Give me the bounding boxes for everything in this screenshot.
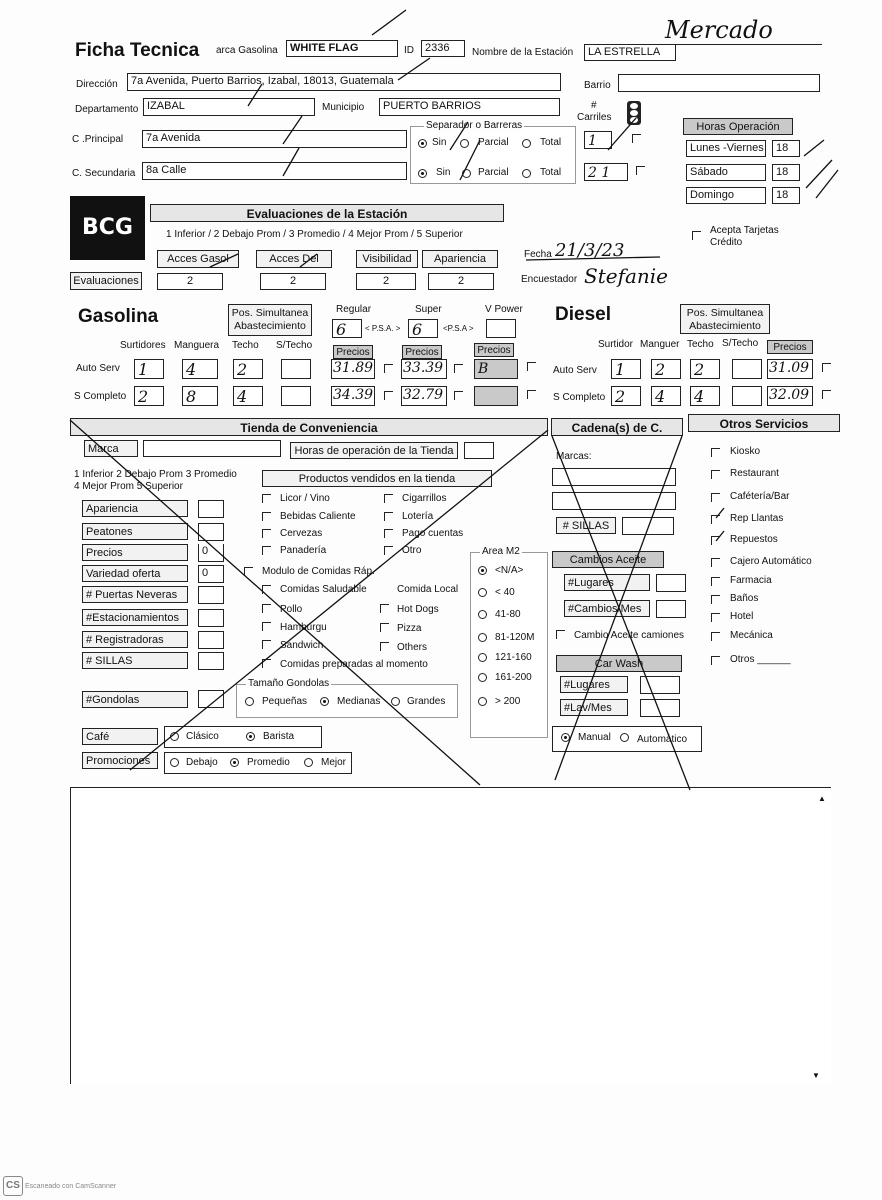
tienda-puertas-field[interactable] [198,586,224,604]
gas-col-techo: Techo [232,340,259,351]
carwash-lugares-field[interactable] [640,676,680,694]
traffic-light-icon [627,101,641,125]
marca-label: arca Gasolina [216,45,278,56]
dsl-scompleto-techo[interactable] [690,386,720,406]
mejor-label: Mejor [321,757,347,768]
saludable-checkbox[interactable] [262,585,271,594]
encuestador-value[interactable]: Stefanie [584,264,669,288]
comida-local-label: Comida Local [397,584,459,595]
estacion-label: Nombre de la Estación [472,47,574,58]
dsl-scompleto-techo-value: 4 [694,387,705,406]
gas-autoserv-super-precio[interactable] [401,359,447,379]
otros-checkbox-1[interactable] [711,470,720,479]
cambios-lugares-field[interactable] [656,574,686,592]
debajo-radio[interactable] [170,758,179,767]
clasico-radio[interactable] [170,732,179,741]
vpower-psa-field[interactable] [486,319,516,338]
area-161-200-label: 161-200 [495,672,532,683]
preparadas-checkbox[interactable] [262,659,271,668]
otros-label-6: Farmacia [730,575,772,586]
productos-header: Productos vendidos en la tienda [262,470,492,487]
psa-label-2: <P.S.A > [443,324,474,333]
cadena-sillas-label: # SILLAS [556,517,616,534]
dsl-autoserv-surtidor[interactable] [611,359,641,379]
cambios-mes-field[interactable] [656,600,686,618]
carwash-lav-field[interactable] [640,699,680,717]
dsl-col-techo: Techo [687,339,714,350]
automatico-label: Automático [637,734,688,745]
dsl-scompleto-precio[interactable] [767,386,813,406]
dsl-col-stecho: S/Techo [722,338,759,349]
carriles-label: Carriles [577,112,612,123]
area-200-label: > 200 [495,696,521,707]
cadena-sillas-field[interactable] [622,517,674,535]
tienda-registradoras-field[interactable] [198,631,224,649]
gas-autoserv-regular-checkbox[interactable] [384,364,393,373]
super-psa-value: 6 [412,320,423,338]
camscanner-text: Escaneado con CamScanner [25,1183,117,1190]
dsl-col-manguer: Manguer [640,339,680,350]
licor-label: Licor / Vino [280,493,330,504]
c-secundaria-field[interactable]: 8a Calle [142,162,407,180]
others-checkbox[interactable] [380,642,389,651]
barista-radio[interactable] [246,732,255,741]
vpower-label: V Power [485,304,523,315]
tienda-gondolas-label: #Gondolas [82,691,188,708]
acces-del-field[interactable]: 2 [260,273,326,290]
sandwich-checkbox[interactable] [262,640,271,649]
apariencia-label: Apariencia [422,250,498,268]
modulo-checkbox[interactable] [244,567,253,576]
preparadas-label: Comidas preparadas al momento [280,659,428,670]
area-200-radio[interactable] [478,697,487,706]
tienda-variedad-field[interactable]: 0 [198,565,224,583]
otros-label-9: Mecánica [730,630,773,641]
area-label: Area M2 [482,546,520,557]
otros-checkbox-7[interactable] [711,595,720,604]
municipio-field[interactable]: PUERTO BARRIOS [379,98,560,116]
gas-scompleto-label: S Completo [74,391,127,402]
dsl-col-surtidor: Surtidor [598,339,634,350]
tienda-title: Tienda de Conveniencia [70,418,548,436]
gas-autoserv-regular-value: 31.89 [333,360,374,376]
c-principal-label: C .Principal [72,134,124,145]
loteria-label: Lotería [402,511,434,522]
cambios-aceite-header: Cambios Aceite [552,551,664,568]
scroll-up-icon[interactable]: ▲ [818,794,826,803]
sep2-total-radio[interactable] [522,169,531,178]
vpower-precios-header: Precios [474,343,514,357]
dsl-scompleto-surtidor[interactable] [611,386,641,406]
area-121-160-radio[interactable] [478,653,487,662]
gas-autoserv-surtidores-value: 1 [138,360,149,379]
sep1-total-radio[interactable] [522,139,531,148]
tarjetas-checkbox[interactable] [692,231,701,240]
gas-scompleto-surtidores[interactable] [134,386,164,406]
diesel-title: Diesel [555,304,611,325]
otros-label-1: Restaurant [730,468,779,479]
carwash-header: Car Wash [556,655,682,672]
gas-scompleto-surtidores-value: 2 [138,387,149,406]
otros-checkbox-4[interactable] [711,536,720,545]
gas-scompleto-super-checkbox[interactable] [454,391,463,400]
gas-autoserv-super-checkbox[interactable] [454,364,463,373]
grandes-label: Grandes [407,696,446,707]
regular-psa-value: 6 [336,320,347,338]
diesel-precios-header: Precios [767,340,813,354]
dsl-autoserv-stecho[interactable] [732,359,762,379]
others-label: Others [397,642,428,653]
sandwich-label: Sandwich [280,640,324,651]
acces-del-label: Acces Del [256,250,332,268]
gas-autoserv-manguera[interactable] [182,359,218,379]
tienda-sillas-field[interactable] [198,652,224,670]
promedio-label: Promedio [247,757,290,768]
regular-psa-field[interactable] [332,319,362,338]
dsl-scompleto-checkbox[interactable] [822,390,831,399]
otro-checkbox[interactable] [384,546,393,555]
municipio-label: Municipio [322,102,365,113]
mejor-radio[interactable] [304,758,313,767]
otros-checkbox-9[interactable] [711,632,720,641]
form-title: Ficha Tecnica [75,40,200,61]
regular-precios-header: Precios [333,345,373,359]
tienda-marca-label: Marca [84,440,138,457]
tienda-peatones-label: Peatones [82,523,188,540]
tienda-horas-field[interactable] [464,442,494,459]
cafe-label: Café [82,728,158,745]
otros-checkbox-0[interactable] [711,448,720,457]
hamburguesa-checkbox[interactable] [262,622,271,631]
camiones-checkbox[interactable] [556,630,565,639]
c-principal-field[interactable]: 7a Avenida [142,130,407,148]
hotdogs-checkbox[interactable] [380,604,389,613]
sep2-parcial-radio[interactable] [462,169,471,178]
cambios-mes-label: #Cambios/Mes [564,600,650,617]
notes-area[interactable] [70,787,831,1084]
evaluaciones-scale: 1 Inferior / 2 Debajo Prom / 3 Promedio / 4 Mejor Prom / 5 Superior [166,229,463,240]
pago-cuentas-label: Pago cuentas [402,528,464,539]
psa-label-1: < P.S.A. > [365,324,401,333]
area-121-160-label: 121-160 [495,652,532,663]
manual-label: Manual [578,732,611,743]
sabado-field[interactable]: 18 [772,164,800,181]
promedio-radio[interactable] [230,758,239,767]
gas-scompleto-regular-value: 34.39 [333,387,374,403]
dsl-autoserv-precio[interactable] [767,359,813,379]
gas-autoserv-vpower-checkbox[interactable] [527,362,536,371]
tienda-variedad-label: Variedad oferta [82,565,188,582]
otros-checkbox-3[interactable] [711,515,720,524]
sep1-total-label: Total [540,137,562,148]
otros-checkbox-5[interactable] [711,558,720,567]
gas-autoserv-stecho[interactable] [281,359,311,379]
tienda-precios-label: Precios [82,544,188,561]
otros-label-3: Rep Llantas [730,513,784,524]
lunes-viernes-field[interactable]: 18 [772,140,800,157]
acces-gasol-label: Acces Gasol [157,250,239,268]
direccion-label: Dirección [76,79,118,90]
handwritten-mercado: Mercado [665,16,773,44]
grandes-radio[interactable] [391,697,400,706]
carriles-1-value: 1 [588,133,597,149]
pequenas-label: Pequeñas [262,696,308,707]
hotdogs-label: Hot Dogs [397,604,439,615]
bebidas-label: Bebidas Caliente [280,511,356,522]
gas-autoserv-techo[interactable] [233,359,263,379]
otros-checkbox-8[interactable] [711,613,720,622]
super-label: Super [415,304,442,315]
domingo-field[interactable]: 18 [772,187,800,204]
regular-label: Regular [336,304,372,315]
tienda-sillas-label: # SILLAS [82,652,188,669]
sep1-parcial-radio[interactable] [460,139,469,148]
camiones-label: Cambio Aceite camiones [574,630,685,641]
tarjetas-label: Acepta Tarjetas Crédito [710,225,779,248]
promociones-label: Promociones [82,752,158,769]
dsl-autoserv-precio-value: 31.09 [769,360,810,376]
sep2-total-label: Total [540,167,562,178]
cadena-marca-1[interactable] [552,468,676,486]
area-na-radio[interactable] [478,566,487,575]
tienda-horas-label: Horas de operación de la Tienda [290,442,458,459]
dsl-autoserv-techo[interactable] [690,359,720,379]
cervezas-checkbox[interactable] [262,529,271,538]
barista-label: Barista [263,731,295,742]
area-81-120-radio[interactable] [478,633,487,642]
gasolina-title: Gasolina [78,306,159,327]
bebidas-checkbox[interactable] [262,512,271,521]
gas-scompleto-manguera-value: 8 [186,387,197,406]
hamburguesa-label: Hamburgu [280,622,327,633]
gas-autoserv-label: Auto Serv [76,363,120,374]
gas-col-surtidores: Surtidores [120,340,166,351]
saludable-label: Comidas Saludable [280,584,367,595]
pizza-checkbox[interactable] [380,623,389,632]
cigarrillos-label: Cigarrillos [402,493,447,504]
scroll-down-icon[interactable]: ▼ [812,1071,820,1080]
sep2-sin-label: Sin [436,167,451,178]
manual-radio[interactable] [561,733,570,742]
tienda-marca-field[interactable] [143,440,281,457]
dsl-autoserv-techo-value: 2 [694,360,705,379]
pollo-checkbox[interactable] [262,604,271,613]
direccion-field[interactable]: 7a Avenida, Puerto Barrios, Izabal, 18013, Guatemala [127,73,561,91]
dsl-scompleto-manguer[interactable] [651,386,681,406]
dsl-autoserv-manguer[interactable] [651,359,681,379]
carriles-2-field[interactable] [584,163,628,181]
carwash-lugares-label: #Lugares [560,676,628,693]
encuestador-label: Encuestador [521,274,578,285]
evaluaciones-label: Evaluaciones [70,272,142,290]
dsl-autoserv-manguer-value: 2 [655,360,666,379]
otros-label-8: Hotel [730,611,754,622]
gas-scompleto-vpower-precio[interactable] [474,386,518,406]
gas-scompleto-regular-checkbox[interactable] [384,391,393,400]
gas-autoserv-surtidores[interactable] [134,359,164,379]
medianas-label: Medianas [337,696,381,707]
tienda-registradoras-label: # Registradoras [82,631,188,648]
otros-title: Otros Servicios [688,414,840,432]
otro-label: Otro [402,545,422,556]
modulo-label: Modulo de Comidas Ráp. [262,566,375,577]
gas-scompleto-techo-value: 4 [237,387,248,406]
carwash-lav-label: #Lav/Mes [560,699,628,716]
dsl-autoserv-checkbox[interactable] [822,363,831,372]
lunes-viernes-label: Lunes -Viernes [686,140,766,157]
area-161-200-radio[interactable] [478,673,487,682]
visibilidad-field[interactable]: 2 [356,273,416,290]
otros-label-5: Cajero Automático [730,556,812,567]
otros-checkbox-2[interactable] [711,493,720,502]
gas-autoserv-vpower-precio[interactable] [474,359,518,379]
gas-autoserv-vpower-value: B [478,361,489,377]
carriles-1-field[interactable] [584,131,612,149]
otros-label-4: Repuestos [730,534,778,545]
gas-autoserv-regular-precio[interactable] [331,359,375,379]
sep2-parcial-label: Parcial [478,167,509,178]
sabado-label: Sábado [686,164,766,181]
dsl-autoserv-label: Auto Serv [553,365,597,376]
debajo-label: Debajo [186,757,218,768]
dsl-scompleto-precio-value: 32.09 [769,387,810,403]
dsl-scompleto-stecho[interactable] [732,386,762,406]
gas-scompleto-super-precio[interactable] [401,386,447,406]
sep2-sin-radio[interactable] [418,169,427,178]
dsl-scompleto-manguer-value: 4 [655,387,666,406]
c-secundaria-label: C. Secundaria [72,168,136,179]
gas-scompleto-manguera[interactable] [182,386,218,406]
carriles-2-checkbox[interactable] [636,166,645,175]
gas-scompleto-vpower-checkbox[interactable] [527,390,536,399]
carriles-1-checkbox[interactable] [632,134,641,143]
cadena-marca-2[interactable] [552,492,676,510]
gas-autoserv-manguera-value: 4 [186,360,197,379]
fecha-label: Fecha [524,249,552,260]
tienda-scale-2: 4 Mejor Prom 5 Superior [74,481,183,492]
gasolina-pos-label: Pos. Simultanea Abastecimiento [228,304,312,336]
departamento-label: Departamento [75,104,139,115]
visibilidad-label: Visibilidad [356,250,418,268]
barrio-field[interactable] [618,74,820,92]
automatico-radio[interactable] [620,733,629,742]
licor-checkbox[interactable] [262,494,271,503]
dsl-scompleto-surtidor-value: 2 [615,387,626,406]
loteria-checkbox[interactable] [384,512,393,521]
super-psa-field[interactable] [408,319,438,338]
horas-operacion-header: Horas Operación [683,118,793,135]
diesel-pos-label: Pos. Simultanea Abastecimiento [680,304,770,334]
tienda-peatones-field[interactable] [198,523,224,541]
area-group [470,552,548,738]
cadena-marcas-label: Marcas: [556,451,592,462]
area-81-120-label: 81-120M [495,632,535,643]
panaderia-label: Panadería [280,545,327,556]
gas-scompleto-regular-precio[interactable] [331,386,375,406]
otros-label-0: Kiosko [730,446,761,457]
panaderia-checkbox[interactable] [262,546,271,555]
pequenas-radio[interactable] [245,697,254,706]
bcg-logo: BCG [70,196,145,260]
tienda-scale-1: 1 Inferior 2 Debajo Prom 3 Promedio [74,469,237,480]
cambios-lugares-label: #Lugares [564,574,650,591]
barrio-label: Barrio [584,80,611,91]
gas-col-manguera: Manguera [174,340,220,351]
area-na-label: <N/A> [495,565,524,576]
area-41-80-radio[interactable] [478,610,487,619]
gas-scompleto-super-value: 32.79 [403,387,444,403]
tienda-apariencia-label: Apariencia [82,500,188,517]
otros-checkbox-10[interactable] [711,656,720,665]
estacion-field[interactable]: LA ESTRELLA [584,44,676,61]
fecha-value[interactable]: 21/3/23 [555,240,625,261]
cervezas-label: Cervezas [280,528,323,539]
area-40-label: < 40 [495,587,515,598]
tienda-estacionamientos-label: #Estacionamientos [82,609,188,626]
area-40-radio[interactable] [478,588,487,597]
tamano-label: Tamaño Gondolas [248,678,330,689]
carriles-label-hash: # [591,100,597,111]
separador-label: Separador o Barreras [426,120,523,131]
otros-label-7: Baños [730,593,759,604]
acces-gasol-field[interactable]: 2 [157,273,223,290]
marca-field[interactable]: WHITE FLAG [286,40,398,57]
carriles-2-value: 2 1 [588,165,611,181]
sep1-sin-radio[interactable] [418,139,427,148]
dsl-autoserv-surtidor-value: 1 [615,360,626,379]
camscanner-logo: CS [3,1176,23,1196]
sep1-sin-label: Sin [432,137,447,148]
otros-checkbox-6[interactable] [711,577,720,586]
super-precios-header: Precios [402,345,442,359]
pago-cuentas-checkbox[interactable] [384,529,393,538]
tienda-puertas-label: # Puertas Neveras [82,586,188,603]
id-field[interactable]: 2336 [421,40,465,57]
departamento-field[interactable]: IZABAL [143,98,315,116]
tienda-gondolas-field[interactable] [198,690,224,708]
domingo-label: Domingo [686,187,766,204]
otros-label-10: Otros ______ [730,654,791,665]
gas-autoserv-techo-value: 2 [237,360,248,379]
pizza-label: Pizza [397,623,422,634]
tienda-precios-field[interactable]: 0 [198,544,224,562]
apariencia-field[interactable]: 2 [428,273,494,290]
medianas-radio[interactable] [320,697,329,706]
sep1-parcial-label: Parcial [478,137,509,148]
dsl-scompleto-label: S Completo [553,392,606,403]
pollo-label: Pollo [280,604,303,615]
tienda-apariencia-field[interactable] [198,500,224,518]
tienda-estacionamientos-field[interactable] [198,609,224,627]
cigarrillos-checkbox[interactable] [384,494,393,503]
evaluaciones-title: Evaluaciones de la Estación [150,204,504,222]
cadena-title: Cadena(s) de C. [551,418,683,436]
gas-col-stecho: S/Techo [276,340,313,351]
otros-label-2: Cafétería/Bar [730,491,790,502]
clasico-label: Clásico [186,731,219,742]
gas-autoserv-super-value: 33.39 [403,360,444,376]
area-41-80-label: 41-80 [495,609,521,620]
gas-scompleto-stecho[interactable] [281,386,311,406]
gas-scompleto-techo[interactable] [233,386,263,406]
id-label: ID [404,45,414,56]
